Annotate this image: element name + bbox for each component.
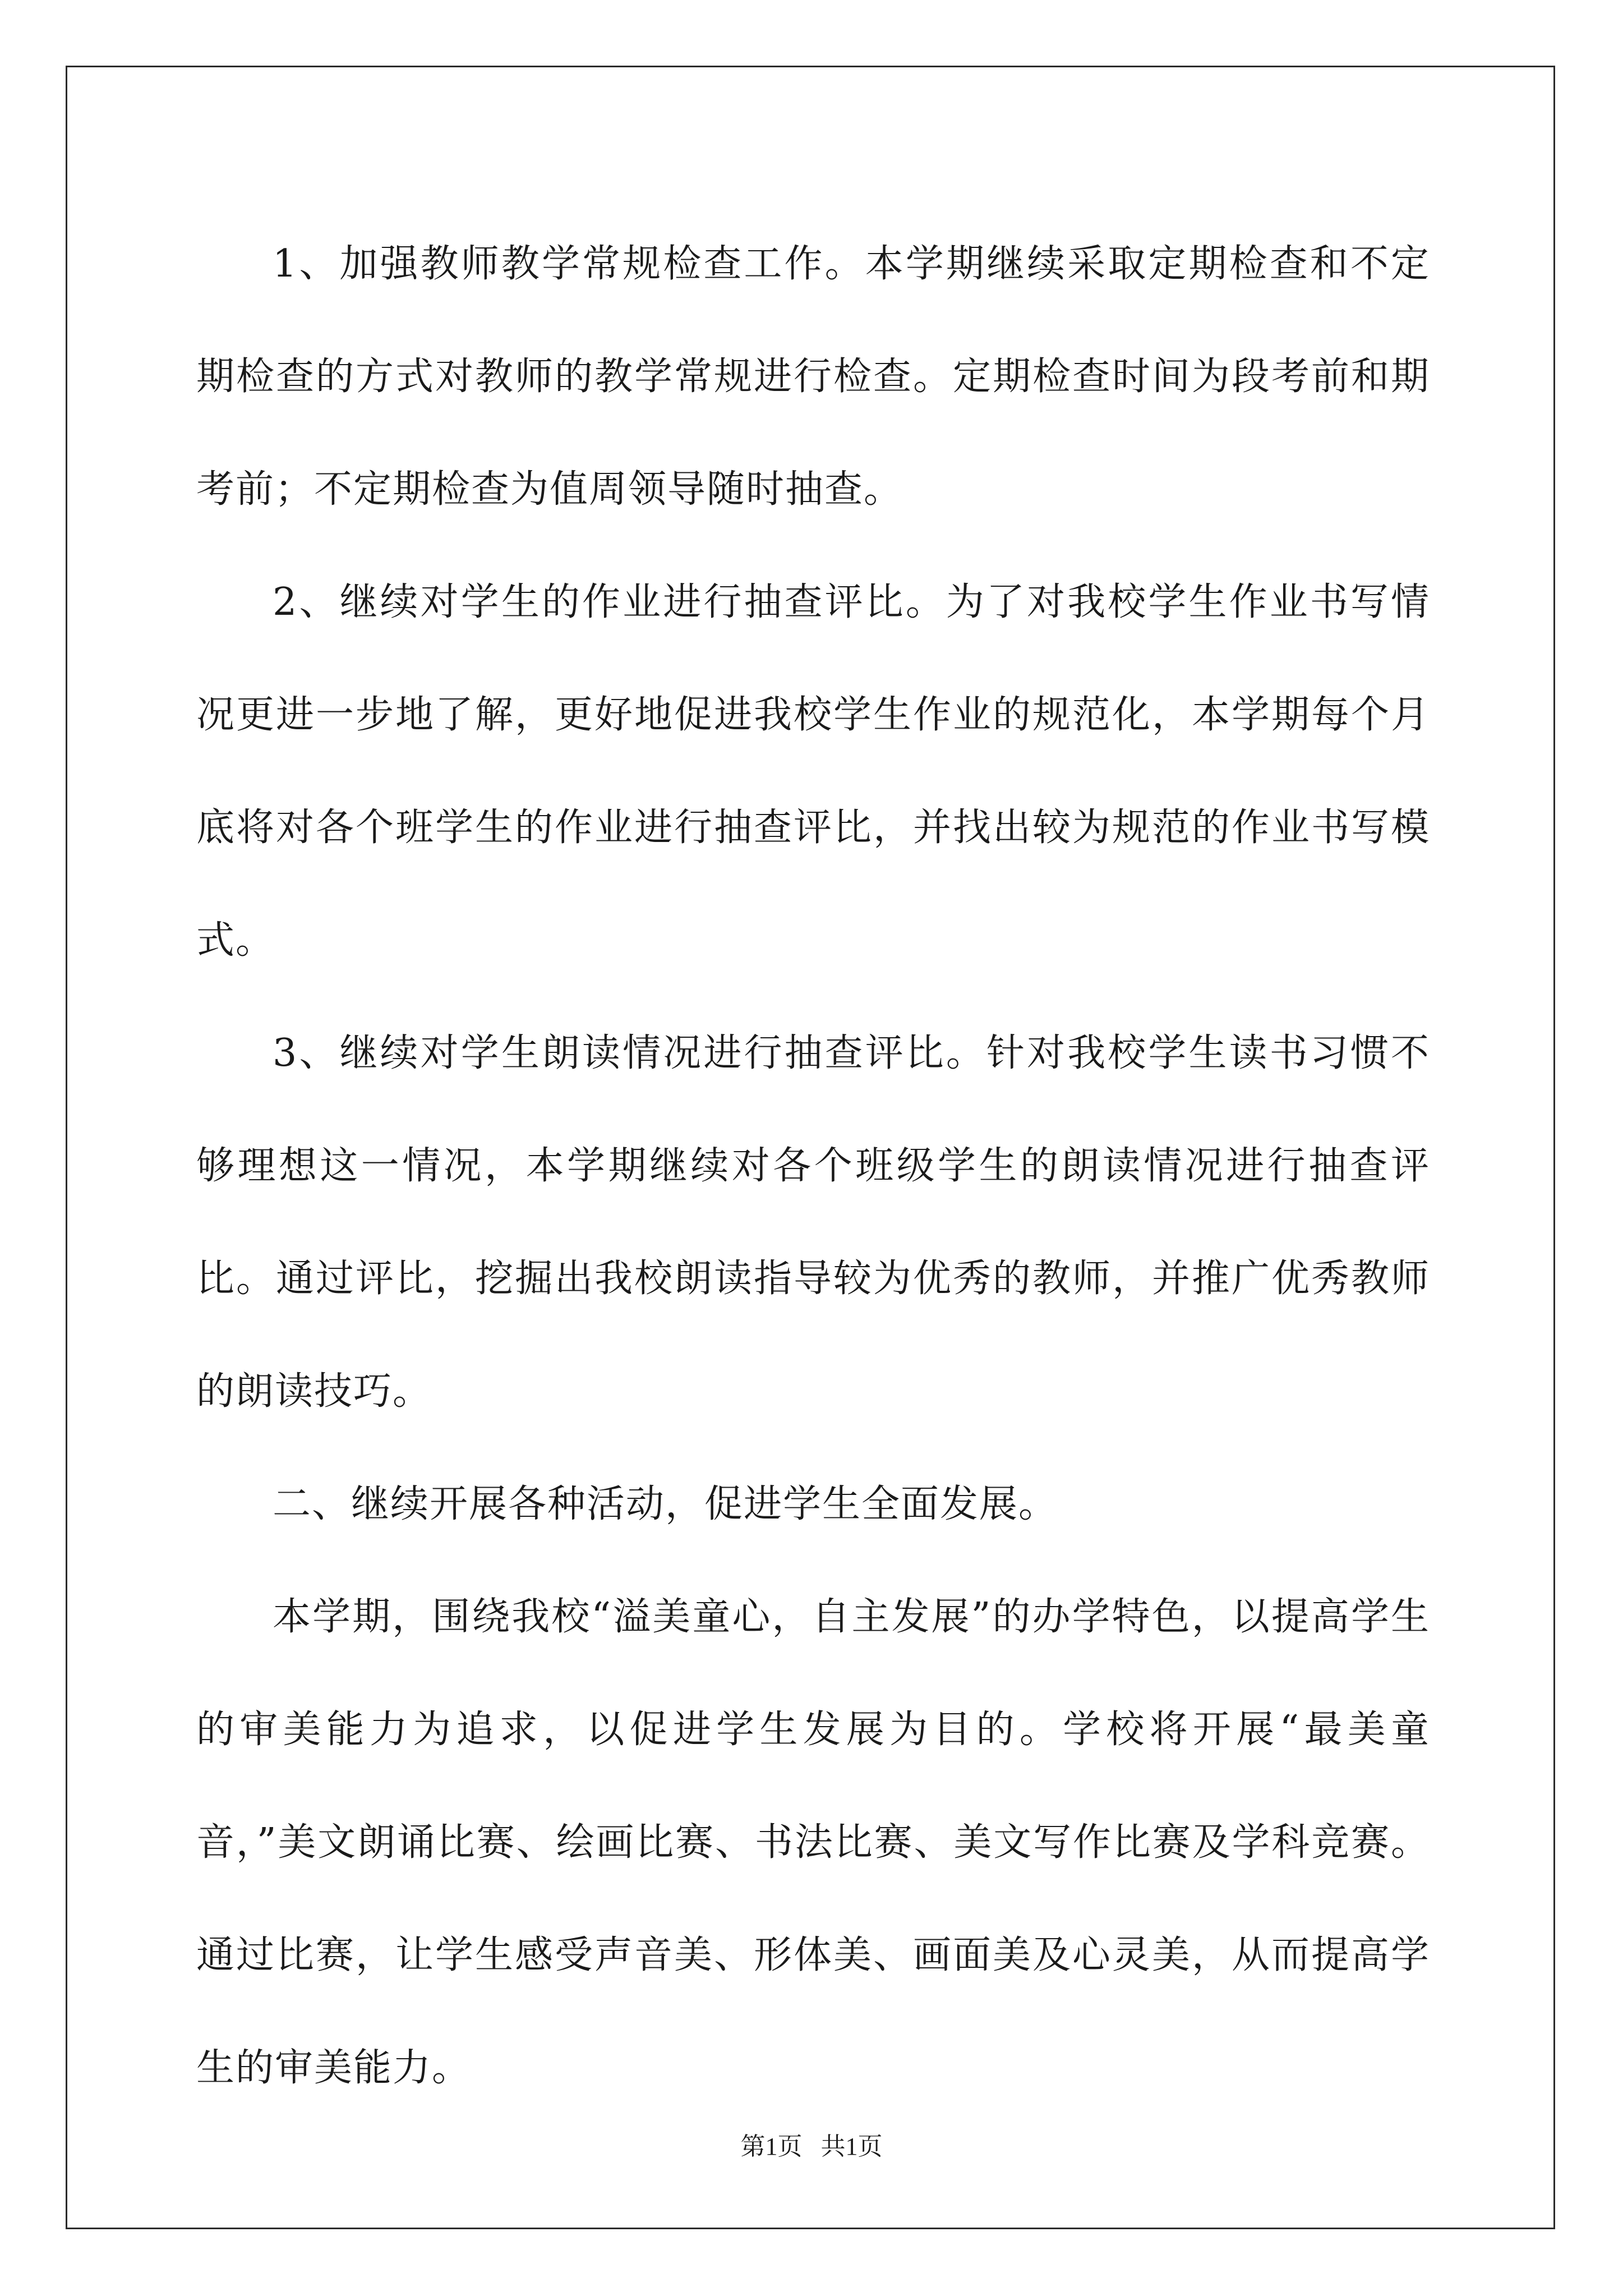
paragraph-5: 本学期，围绕我校“溢美童心，自主发展”的办学特色，以提高学生的审美能力为追求，以促进学生发展为目的。学校将开展“最美童音，”美文朗诵比赛、绘画比赛、书法比赛、美文写作比赛及学科竞赛。通过比赛，让学生感受声音美、形体美、画面美及心灵美，从而提高学生的审美能力。 [196,1595,1430,2090]
paragraph-3: 3、继续对学生朗读情况进行抽查评比。针对我校学生读书习惯不够理想这一情况，本学期继续对各个班级学生的朗读情况进行抽查评比。通过评比，挖掘出我校朗读指导较为优秀的教师，并推广优秀教师的朗读技巧。 [196,1031,1430,1414]
section-heading: 二、继续开展各种活动，促进学生全面发展。 [273,1482,1058,1526]
paragraph-2: 2、继续对学生的作业进行抽查评比。为了对我校学生作业书写情况更进一步地了解，更好地促进我校学生作业的规范化，本学期每个月底将对各个班学生的作业进行抽查评比，并找出较为规范的作业书写模式。 [196,580,1430,963]
paragraph-1: 1、加强教师教学常规检查工作。本学期继续采取定期检查和不定期检查的方式对教师的教学常规进行检查。定期检查时间为段考前和期考前；不定期检查为值周领导随时抽查。 [196,242,1430,512]
page-footer: 第1页 共1页 [740,2133,883,2160]
document-body [196,208,1430,2124]
